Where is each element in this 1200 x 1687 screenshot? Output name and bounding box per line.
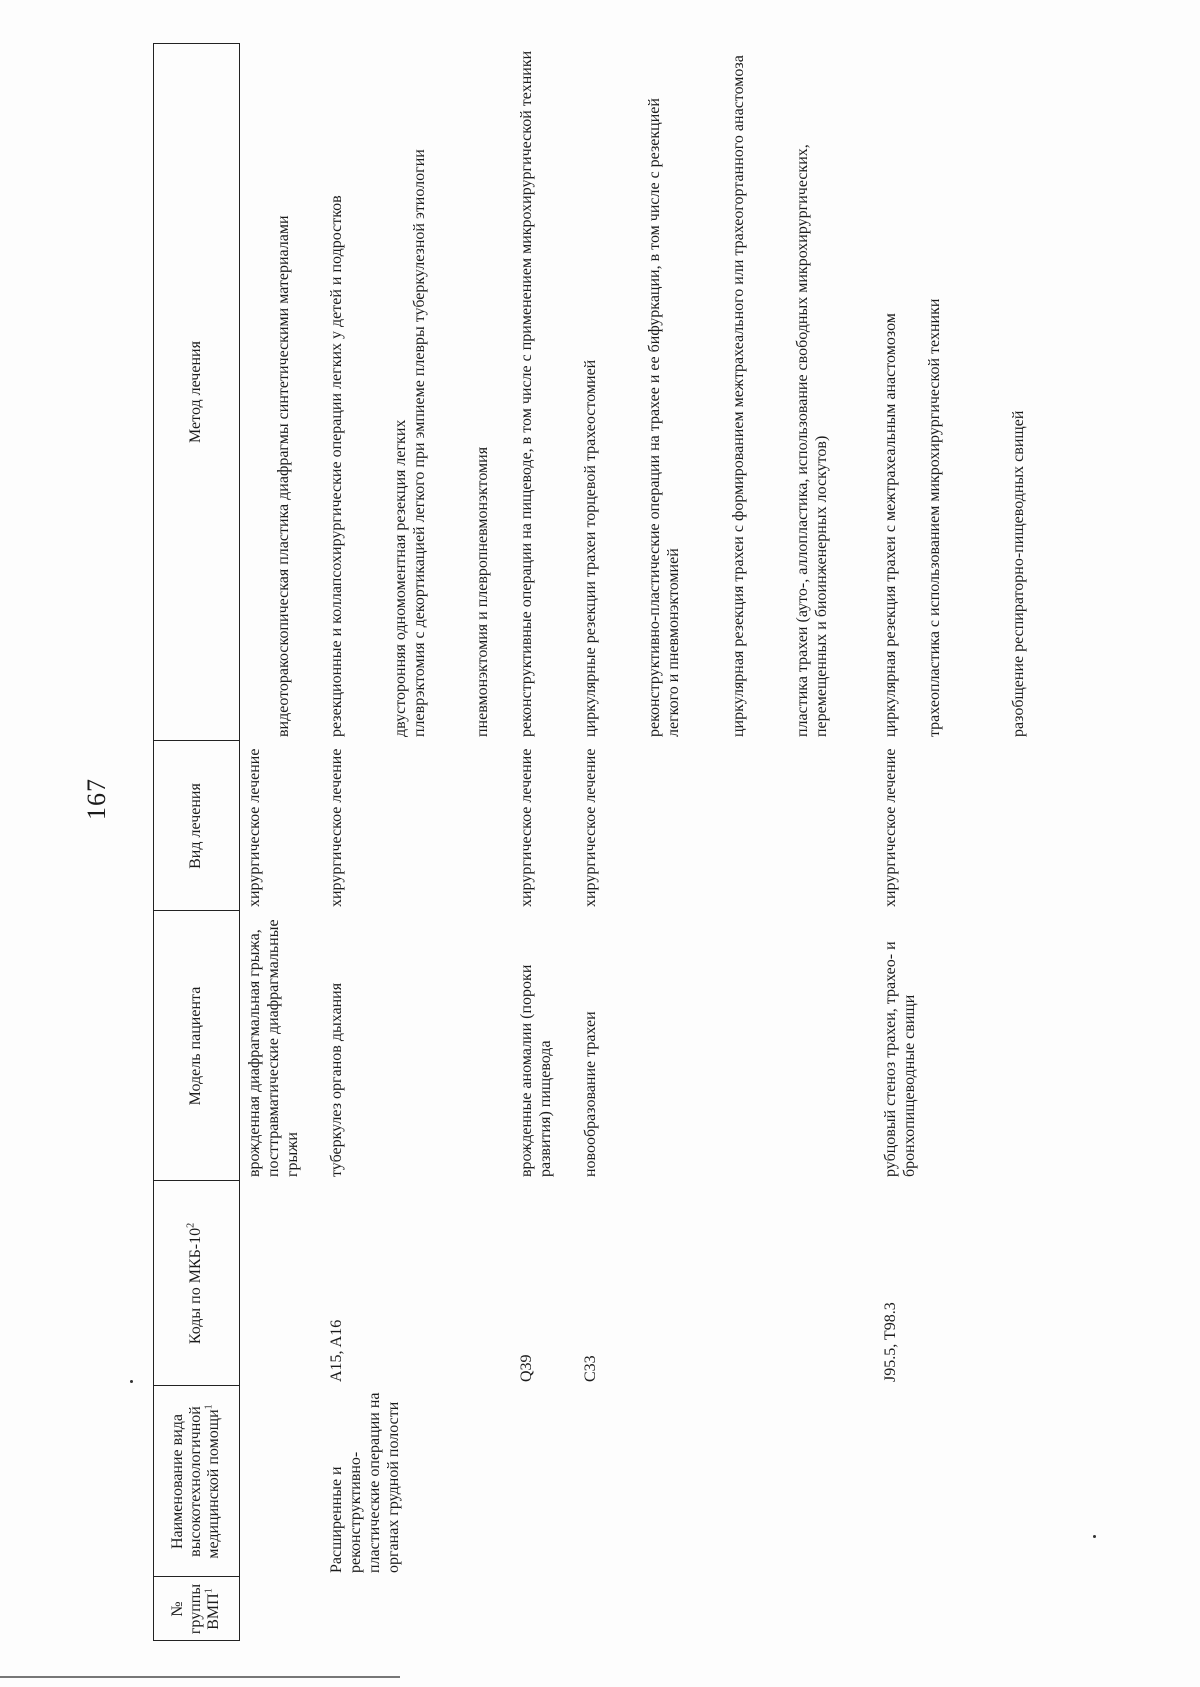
row-model: туберкулез органов дыхания xyxy=(328,982,345,1177)
row-method: пластика трахеи (ауто-, аллопластика, использование свободных микрохирургических, перемещенных и биоинженерных лоскутов) xyxy=(794,144,830,737)
header-bottom-border xyxy=(239,43,240,1641)
row-method: двусторонняя одномоментная резекция легких xyxy=(392,419,409,737)
treatment-table xyxy=(153,43,1153,1641)
header-patient-model: Модель пациента xyxy=(187,986,204,1106)
row-icd-codes: Q39 xyxy=(518,1354,535,1382)
row-icd-codes: A15, A16 xyxy=(328,1319,345,1382)
row-method: циркулярная резекция трахеи с межтрахеальным анастомозом xyxy=(882,313,899,737)
row-care-type-name: Расширенные и реконструктивно-пластические операции на органах грудной полости xyxy=(328,1392,402,1573)
header-treatment-method: Метод лечения xyxy=(187,341,204,443)
header-care-type-name: Наименование вида высокотехнологичной медицинской помощи$^1$ xyxy=(169,1404,222,1559)
header-treatment-type: Вид лечения xyxy=(187,783,204,869)
scan-edge xyxy=(0,1676,400,1678)
scan-speck xyxy=(130,1380,133,1383)
row-treatment-type: хирургическое лечение xyxy=(518,748,535,907)
row-treatment-type: хирургическое лечение xyxy=(582,748,599,907)
row-icd-codes: J95.5, T98.3 xyxy=(882,1302,899,1382)
row-model: врожденные аномалии (пороки развития) пищевода xyxy=(518,964,554,1177)
row-method: трахеопластика с использованием микрохирургической техники xyxy=(926,298,943,737)
row-method: резекционные и коллапсохирургические операции легких у детей и подростков xyxy=(328,195,345,737)
row-model: новообразование трахеи xyxy=(582,1011,599,1177)
header-icd-codes: Коды по МКБ-$10^2$ xyxy=(185,1222,204,1345)
row-treatment-type: хирургическое лечение xyxy=(246,748,263,907)
row-method: видеоторакоскопическая пластика диафрагмы синтетическими материалами xyxy=(275,215,292,737)
row-method: циркулярные резекции трахеи торцевой трахеостомией xyxy=(582,359,599,737)
row-icd-codes: C33 xyxy=(582,1355,599,1382)
row-treatment-type: хирургическое лечение xyxy=(328,748,345,907)
row-method: циркулярная резекция трахеи с формированием межтрахеального или трахеогортанного анастомоза xyxy=(730,55,747,737)
row-model: рубцовый стеноз трахеи, трахео- и бронхопищеводные свищи xyxy=(882,941,918,1177)
row-method: разобщение респираторно-пищеводных свищей xyxy=(1010,410,1027,737)
page-number: 167 xyxy=(82,778,111,820)
row-method: пневмонэктомия и плевропневмонэктомия xyxy=(474,446,491,737)
row-treatment-type: хирургическое лечение xyxy=(882,748,899,907)
row-model: врожденная диафрагмальная грыжа, посттравматические диафрагмальные грыжи xyxy=(246,919,301,1177)
header-group-number: № группы ВМП$^1$ xyxy=(169,1583,222,1635)
row-method: плеврэктомия с декортикацией легкого при эмпиеме плевры туберкулезной этиологии xyxy=(411,149,428,737)
row-method: реконструктивно-пластические операции на трахее и ее бифуркации, в том числе с резекцией легкого и пневмонэктомией xyxy=(646,98,682,737)
row-method: реконструктивные операции на пищеводе, в том числе с применением микрохирургической техники xyxy=(518,50,535,737)
